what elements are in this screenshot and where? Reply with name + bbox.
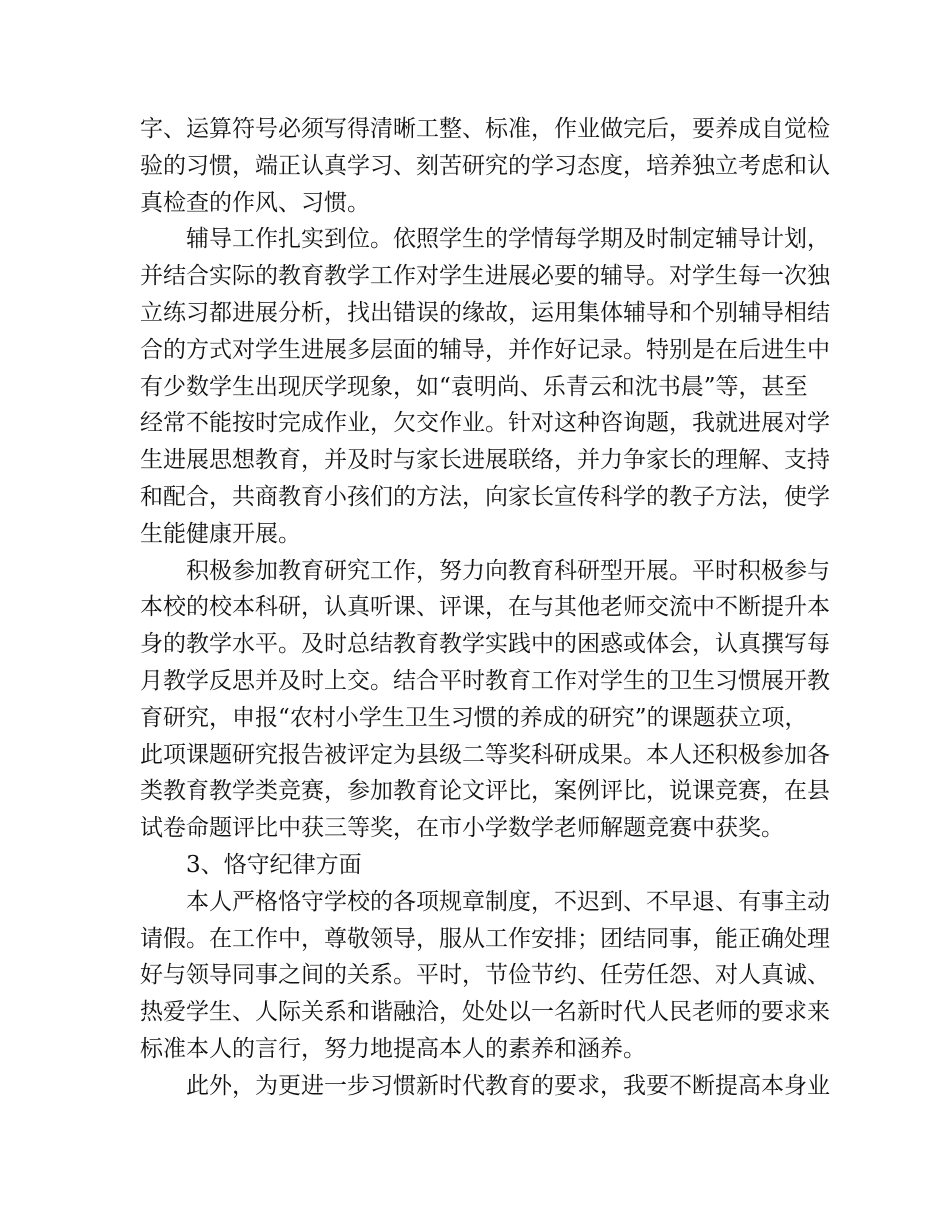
text-line: 验的习惯，端正认真学习、刻苦研究的学习态度，培养独立考虑和认 bbox=[140, 152, 830, 179]
text-line: 育研究，申报“农村小学生卫生习惯的养成的研究”的课题获立项， bbox=[140, 704, 808, 731]
text-line: 合的方式对学生进展多层面的辅导，并作好记录。特别是在后进生中 bbox=[140, 336, 830, 363]
text-line: 生进展思想教育，并及时与家长进展联络，并力争家长的理解、支持 bbox=[140, 447, 830, 474]
text-line: 辅导工作扎实到位。依照学生的学情每学期及时制定辅导计划， bbox=[186, 226, 830, 253]
text-line: 生能健康开展。 bbox=[140, 520, 301, 547]
text-line: 此项课题研究报告被评定为县级二等奖科研成果。本人还积极参加各 bbox=[140, 741, 830, 768]
text-line: 热爱学生、人际关系和谐融洽，处处以一名新时代人民老师的要求来 bbox=[140, 999, 830, 1026]
text-line: 3、恪守纪律方面 bbox=[186, 851, 362, 878]
text-line: 好与领导同事之间的关系。平时，节俭节约、任劳任怨、对人真诚、 bbox=[140, 962, 830, 989]
text-line: 经常不能按时完成作业，欠交作业。针对这种咨询题，我就进展对学 bbox=[140, 410, 830, 437]
text-line: 本人严格恪守学校的各项规章制度，不迟到、不早退、有事主动 bbox=[186, 888, 830, 915]
text-line: 试卷命题评比中获三等奖，在市小学数学老师解题竞赛中获奖。 bbox=[140, 815, 784, 842]
text-line: 积极参加教育研究工作，努力向教育科研型开展。平时积极参与 bbox=[186, 557, 830, 584]
text-line: 此外，为更进一步习惯新时代教育的要求，我要不断提高本身业 bbox=[186, 1072, 830, 1099]
text-line: 月教学反思并及时上交。结合平时教育工作对学生的卫生习惯展开教 bbox=[140, 667, 830, 694]
text-line: 请假。在工作中，尊敬领导，服从工作安排；团结同事，能正确处理 bbox=[140, 925, 830, 952]
text-line: 身的教学水平。及时总结教育教学实践中的困惑或体会，认真撰写每 bbox=[140, 631, 830, 658]
text-line: 本校的校本科研，认真听课、评课，在与其他老师交流中不断提升本 bbox=[140, 594, 830, 621]
text-line: 立练习都进展分析，找出错误的缘故，运用集体辅导和个别辅导相结 bbox=[140, 299, 830, 326]
text-line: 并结合实际的教育教学工作对学生进展必要的辅导。对学生每一次独 bbox=[140, 263, 830, 290]
text-line: 有少数学生出现厌学现象，如“袁明尚、乐青云和沈书晨”等，甚至 bbox=[140, 373, 808, 400]
document-body bbox=[140, 111, 830, 1105]
text-line: 和配合，共商教育小孩们的方法，向家长宣传科学的教子方法，使学 bbox=[140, 483, 830, 510]
text-line: 字、运算符号必须写得清晰工整、标准，作业做完后，要养成自觉检 bbox=[140, 116, 830, 142]
text-line: 真检查的作风、习惯。 bbox=[140, 189, 370, 216]
document-page bbox=[140, 111, 830, 1105]
text-line: 标准本人的言行，努力地提高本人的素养和涵养。 bbox=[140, 1035, 646, 1062]
text-line: 类教育教学类竞赛，参加教育论文评比，案例评比，说课竞赛，在县 bbox=[140, 778, 830, 805]
